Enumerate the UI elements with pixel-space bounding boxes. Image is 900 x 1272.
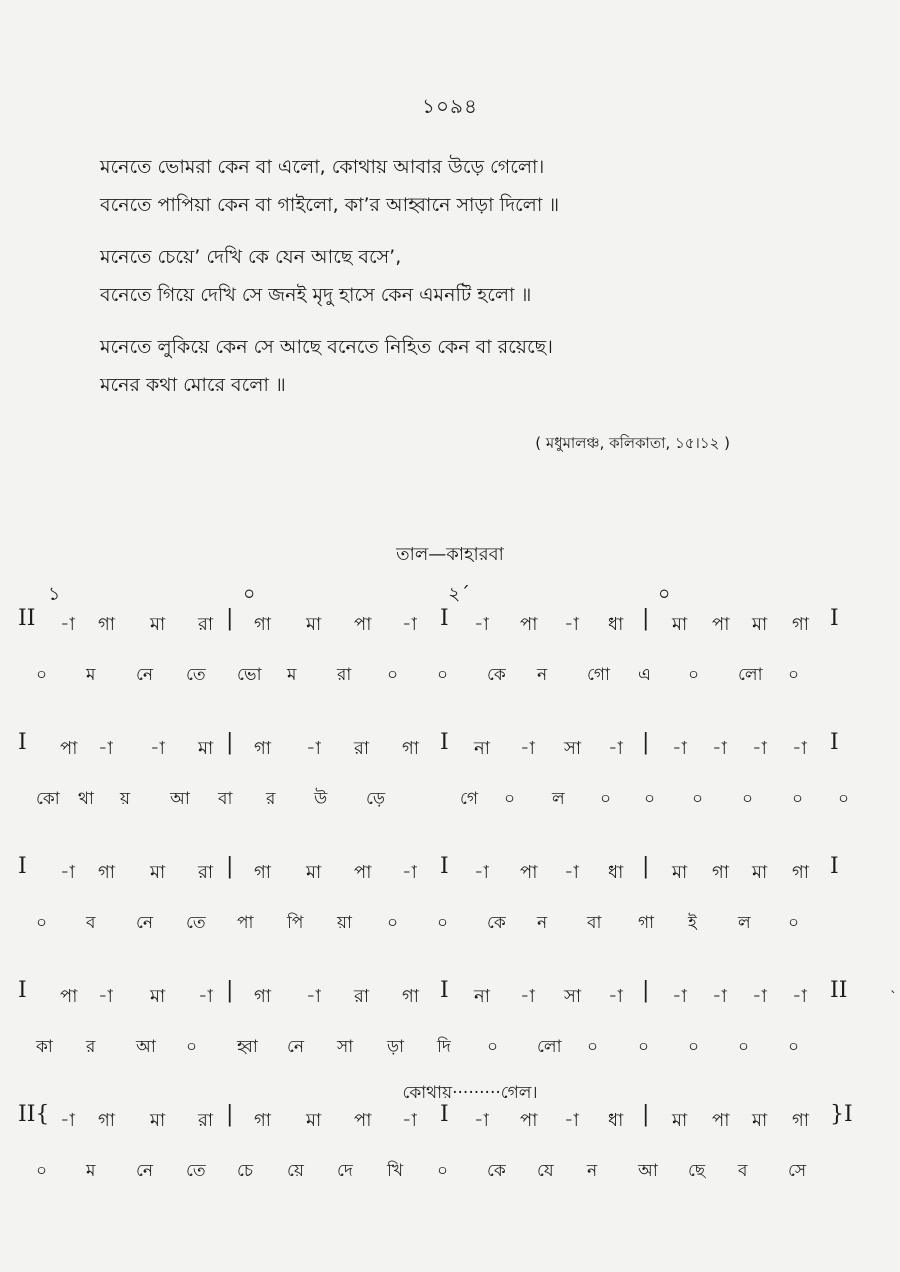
lyric-syllable: ম [86, 1161, 96, 1181]
swara-note: -া [792, 986, 807, 1007]
swara-note: গা [792, 1110, 810, 1131]
swara-note: পা [520, 862, 538, 883]
lyric-syllable: ০ [36, 665, 48, 685]
lyric-syllable: তে [186, 1161, 206, 1181]
swara-note: -া [712, 738, 727, 759]
barline: I [440, 854, 449, 879]
lyric-syllable: এ [638, 665, 651, 685]
swara-note: রা [354, 986, 370, 1007]
lyric-syllable: বা [587, 913, 602, 933]
lyric-syllable: ০ [638, 1037, 650, 1057]
lyric-syllable: কে [487, 913, 506, 933]
swara-note: মা [198, 738, 214, 759]
swara-note: মা [306, 614, 322, 635]
swara-note: -া [608, 986, 623, 1007]
poem-line: বনেতে গিয়ে দেখি সে জনই মৃদু হাসে কেন এমনটি হলো ॥ [100, 284, 532, 306]
lyric-syllable: আ [136, 1037, 156, 1057]
lyric-syllable: উ [314, 789, 328, 809]
barline: II{ [18, 1102, 50, 1127]
lyric-syllable: নে [287, 1037, 305, 1057]
swara-row [0, 854, 900, 894]
lyric-syllable: সা [337, 1037, 354, 1057]
lyric-syllable: ০ [788, 1037, 800, 1057]
swara-note: মা [672, 614, 688, 635]
lyric-syllable: ০ [688, 1037, 700, 1057]
swara-note: -া [98, 986, 113, 1007]
swara-note: -া [474, 862, 489, 883]
swara-note: মা [752, 862, 768, 883]
lyric-row [0, 662, 900, 698]
swara-note: মা [752, 614, 768, 635]
barline: I [440, 1102, 449, 1127]
barline: | [226, 606, 234, 631]
swara-note: পা [354, 1110, 372, 1131]
lyric-syllable: নে [136, 913, 154, 933]
barline: I [18, 854, 27, 879]
swara-note: -া [402, 862, 417, 883]
swara-note: না [474, 986, 490, 1007]
lyric-syllable: নে [136, 1161, 154, 1181]
lyric-syllable: কা [36, 1037, 53, 1057]
poem-line: বনেতে পাপিয়া কেন বা গাইলো, কা’র আহ্বানে সাড়া দিলো ॥ [100, 194, 560, 216]
lyric-syllable: গো [587, 665, 610, 685]
poem-line: মনের কথা মোরে বলো ॥ [100, 374, 286, 396]
lyric-syllable: লো [738, 665, 763, 685]
barline: I [440, 730, 449, 755]
swara-note: গা [792, 862, 810, 883]
swara-note: গা [402, 738, 420, 759]
lyric-syllable: ০ [36, 1161, 48, 1181]
swara-note: -া [402, 1110, 417, 1131]
poem [100, 148, 860, 418]
swara-note: গা [792, 614, 810, 635]
barline: | [226, 978, 234, 1003]
swara-row [0, 1102, 900, 1142]
swara-note: সা [564, 986, 582, 1007]
swara-note: -া [672, 986, 687, 1007]
swara-note: -া [520, 738, 535, 759]
lyric-syllable: ০ [387, 665, 399, 685]
swara-note: -া [402, 614, 417, 635]
lyric-syllable: ০ [437, 913, 449, 933]
lyric-syllable: ০ [504, 789, 516, 809]
swara-note: গা [254, 614, 272, 635]
swara-note: -া [792, 738, 807, 759]
beat-mark: ২´ [448, 583, 470, 605]
barline: | [642, 978, 650, 1003]
swara-note: গা [712, 862, 730, 883]
swara-note: পা [60, 986, 78, 1007]
barline: II [830, 978, 848, 1003]
barline: I [18, 730, 27, 755]
lyric-syllable: আ [170, 789, 190, 809]
lyric-syllable: রা [337, 665, 352, 685]
swara-note: -া [60, 862, 75, 883]
repeat-note: কোথায়·········গেল। [402, 1083, 538, 1103]
lyric-row [0, 786, 900, 822]
barline: I [440, 606, 449, 631]
lyric-syllable: ল [738, 913, 751, 933]
beat-mark: ০ [243, 583, 256, 605]
lyric-syllable: নে [136, 665, 154, 685]
swara-row [0, 606, 900, 646]
swara-note: গা [402, 986, 420, 1007]
lyric-syllable: কো [36, 789, 60, 809]
swara-note: মা [672, 862, 688, 883]
swara-row [0, 978, 900, 1018]
lyric-syllable: দি [437, 1037, 451, 1057]
barline: | [226, 730, 234, 755]
lyric-syllable: ম [86, 665, 96, 685]
swara-note: -া [564, 1110, 579, 1131]
lyric-syllable: তে [186, 665, 206, 685]
lyric-syllable: ০ [788, 913, 800, 933]
lyric-syllable: যে [537, 1161, 554, 1181]
margin-mark: ` [890, 990, 897, 1006]
swara-note: গা [254, 862, 272, 883]
lyric-syllable: ০ [742, 789, 754, 809]
swara-note: -া [672, 738, 687, 759]
lyric-syllable: ০ [387, 913, 399, 933]
barline: | [226, 854, 234, 879]
swara-note: -া [198, 986, 213, 1007]
swara-note: গা [98, 614, 116, 635]
lyric-row [0, 1158, 900, 1194]
swara-note: -া [752, 738, 767, 759]
lyric-syllable: ০ [186, 1037, 198, 1057]
barline: II [18, 606, 36, 631]
lyric-syllable: ন [587, 1161, 598, 1181]
lyric-syllable: সে [788, 1161, 807, 1181]
poem-line: মনেতে চেয়ে’ দেখি কে যেন আছে বসে’, [100, 246, 402, 268]
swara-note: পা [354, 862, 372, 883]
lyric-syllable: ০ [587, 1037, 599, 1057]
lyric-syllable: ল [552, 789, 565, 809]
lyric-syllable: ০ [644, 789, 656, 809]
page-number: ১০৯৪ [422, 94, 478, 118]
swara-note: ধা [608, 1110, 624, 1131]
lyric-syllable: ০ [792, 789, 804, 809]
stanza-2 [100, 238, 860, 314]
swara-note: -া [60, 1110, 75, 1131]
lyric-syllable: ছে [688, 1161, 706, 1181]
lyric-syllable: ০ [738, 1037, 750, 1057]
swara-row [0, 730, 900, 770]
lyric-syllable: য় [120, 789, 131, 809]
swara-note: মা [306, 1110, 322, 1131]
lyric-row [0, 910, 900, 946]
poem-line: মনেতে ভোমরা কেন বা এলো, কোথায় আবার উড়ে গেলো। [100, 156, 545, 178]
swara-note: মা [306, 862, 322, 883]
swara-note: পা [60, 738, 78, 759]
lyric-syllable: ০ [600, 789, 612, 809]
beat-marks [0, 580, 900, 610]
lyric-syllable: ড়ে [366, 789, 386, 809]
lyric-syllable: বা [218, 789, 233, 809]
lyric-syllable: হ্বা [237, 1037, 258, 1057]
lyric-syllable: য়ে [287, 1161, 304, 1181]
swara-note: গা [254, 1110, 272, 1131]
swara-note: ধা [608, 862, 624, 883]
swara-note: রা [198, 862, 214, 883]
lyric-syllable: ড়া [387, 1037, 405, 1057]
lyric-syllable: র [266, 789, 276, 809]
swara-note: -া [306, 986, 321, 1007]
lyric-syllable: কে [487, 1161, 506, 1181]
swara-note: মা [150, 1110, 166, 1131]
lyric-row [0, 1034, 900, 1070]
lyric-syllable: ০ [692, 789, 704, 809]
barline: | [642, 1102, 650, 1127]
swara-note: ধা [608, 614, 624, 635]
swara-note: রা [198, 1110, 214, 1131]
swara-note: -া [712, 986, 727, 1007]
stanza-1 [100, 148, 860, 224]
lyric-syllable: ০ [838, 789, 850, 809]
barline: | [642, 730, 650, 755]
lyric-syllable: ন [537, 665, 548, 685]
lyric-syllable: ০ [788, 665, 800, 685]
swara-note: মা [150, 862, 166, 883]
beat-mark: ০ [658, 583, 671, 605]
barline: I [830, 730, 839, 755]
swara-note: পা [712, 1110, 730, 1131]
lyric-syllable: ভো [237, 665, 262, 685]
swara-note: গা [254, 986, 272, 1007]
swara-note: না [474, 738, 490, 759]
swara-note: -া [520, 986, 535, 1007]
lyric-syllable: ০ [487, 1037, 499, 1057]
swara-note: মা [150, 614, 166, 635]
lyric-syllable: গা [638, 913, 655, 933]
lyric-syllable: লো [537, 1037, 562, 1057]
barline: }I [830, 1102, 853, 1127]
swara-note: পা [520, 614, 538, 635]
swara-note: পা [712, 614, 730, 635]
swara-note: -া [752, 986, 767, 1007]
swara-note: -া [306, 738, 321, 759]
lyric-syllable: ন [537, 913, 548, 933]
barline: I [18, 978, 27, 1003]
lyric-syllable: দে [337, 1161, 353, 1181]
lyric-syllable: খি [387, 1161, 404, 1181]
lyric-syllable: কে [487, 665, 506, 685]
citation: ( মধুমালঞ্চ, কলিকাতা, ১৫।১২ ) [535, 434, 730, 452]
swara-note: -া [474, 1110, 489, 1131]
swara-note: -া [564, 614, 579, 635]
lyric-syllable: ০ [688, 665, 700, 685]
swara-note: -া [98, 738, 113, 759]
swara-note: রা [198, 614, 214, 635]
tala-heading: তাল—কাহারবা [396, 544, 504, 565]
swara-note: গা [254, 738, 272, 759]
poem-line: মনেতে লুকিয়ে কেন সে আছে বনেতে নিহিত কেন বা রয়েছে। [100, 336, 553, 358]
lyric-syllable: ০ [36, 913, 48, 933]
barline: I [830, 854, 839, 879]
lyric-syllable: পা [237, 913, 254, 933]
swara-note: -া [150, 738, 165, 759]
swara-note: পা [520, 1110, 538, 1131]
lyric-syllable: চে [237, 1161, 254, 1181]
lyric-syllable: ম [287, 665, 297, 685]
swara-note: গা [98, 1110, 116, 1131]
lyric-syllable: থা [78, 789, 94, 809]
lyric-syllable: ই [688, 913, 697, 933]
swara-note: গা [98, 862, 116, 883]
swara-note: মা [150, 986, 166, 1007]
lyric-syllable: র [86, 1037, 96, 1057]
barline: | [642, 854, 650, 879]
swara-note: -া [474, 614, 489, 635]
swara-note: -া [608, 738, 623, 759]
lyric-syllable: ০ [437, 665, 449, 685]
swara-note: -া [564, 862, 579, 883]
swara-note: -া [60, 614, 75, 635]
lyric-syllable: ব [86, 913, 96, 933]
lyric-syllable: পি [287, 913, 304, 933]
lyric-syllable: ব [738, 1161, 748, 1181]
swara-note: মা [672, 1110, 688, 1131]
lyric-syllable: য়া [337, 913, 352, 933]
barline: I [830, 606, 839, 631]
barline: | [642, 606, 650, 631]
beat-mark: ১ [48, 583, 61, 605]
lyric-syllable: ০ [437, 1161, 449, 1181]
lyric-syllable: গে [460, 789, 479, 809]
swara-note: সা [564, 738, 582, 759]
stanza-3 [100, 328, 860, 404]
swara-note: পা [354, 614, 372, 635]
lyric-syllable: তে [186, 913, 206, 933]
swara-note: মা [752, 1110, 768, 1131]
swara-note: রা [354, 738, 370, 759]
lyric-syllable: আ [638, 1161, 658, 1181]
barline: | [226, 1102, 234, 1127]
barline: I [440, 978, 449, 1003]
